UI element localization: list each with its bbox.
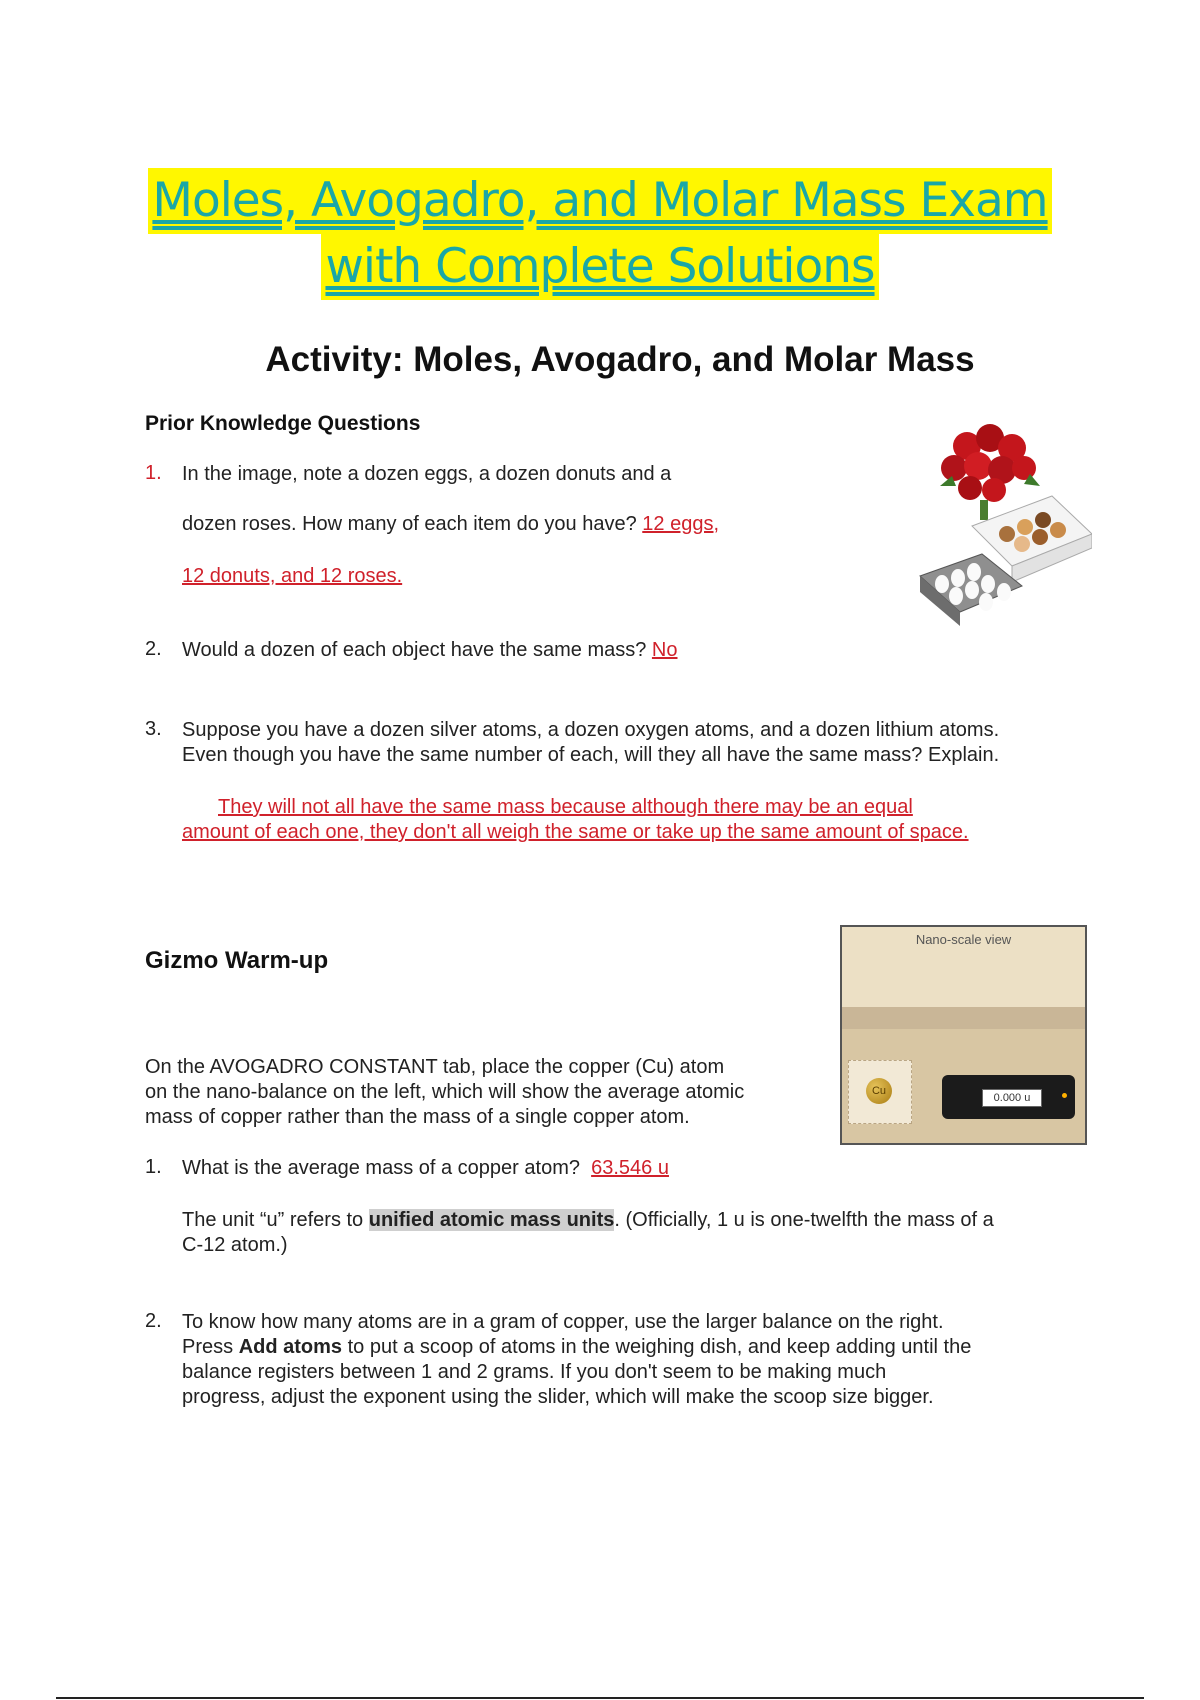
unit-note-suffix: . (Officially, 1 u is one-twelfth the mass of a [614, 1209, 994, 1231]
question-1-line-1: In the image, note a dozen eggs, a dozen donuts and a [182, 463, 672, 485]
question-1-line-2 [182, 512, 719, 537]
question-1-answer-part-2: 12 donuts, and 12 roses. [182, 565, 403, 587]
roses-donuts-eggs-image [912, 416, 1092, 641]
question-3-answer-line-2: amount of each one, they don't all weigh the same or take up the same amount of space. [182, 821, 969, 843]
footer-divider [56, 1697, 1144, 1699]
gizmo-intro-line-2: on the nano-balance on the left, which will show the average atomic [145, 1081, 745, 1103]
question-3-answer [182, 795, 1067, 845]
balance-indicator-icon [1062, 1093, 1067, 1098]
question-1-line-3 [182, 564, 402, 589]
q2-line2-suffix: to put a scoop of atoms in the weighing dish, and keep adding until the [342, 1336, 972, 1358]
gizmo-unit-note-line-1 [182, 1208, 994, 1233]
nano-panel-shelf [842, 1007, 1085, 1029]
question-2-prompt: Would a dozen of each object have the same mass? [182, 639, 647, 661]
gizmo-question-2-line-3: balance registers between 1 and 2 grams. If you don't seem to be making much [182, 1361, 887, 1383]
gizmo-warmup-heading: Gizmo Warm-up [145, 947, 329, 974]
question-3-line-1: Suppose you have a dozen silver atoms, a dozen oxygen atoms, and a dozen lithium atoms. [182, 719, 1000, 741]
question-2-number: 2. [145, 638, 162, 660]
egg-carton-icon [920, 554, 1022, 626]
gizmo-question-1-number: 1. [145, 1156, 162, 1178]
balance-readout: 0.000 u [982, 1089, 1042, 1107]
title-line-1: Moles, Avogadro, and Molar Mass Exam [148, 168, 1051, 234]
question-3-line-2: Even though you have the same number of each, will they all have the same mass? Explain. [182, 744, 1000, 766]
gizmo-question-1-answer: 63.546 u [591, 1157, 669, 1179]
gizmo-question-1-prompt: What is the average mass of a copper atom? [182, 1157, 580, 1179]
gizmo-question-2-line-2 [182, 1335, 971, 1360]
copper-atom-icon[interactable]: Cu [866, 1078, 892, 1104]
nano-scale-view-panel [840, 925, 1087, 1145]
gizmo-question-2-line-1: To know how many atoms are in a gram of copper, use the larger balance on the right. [182, 1311, 944, 1333]
gizmo-intro-line-1: On the AVOGADRO CONSTANT tab, place the copper (Cu) atom [145, 1056, 725, 1078]
document-title [0, 168, 1200, 300]
question-1-number: 1. [145, 462, 162, 484]
question-2-line [182, 638, 678, 663]
question-3-answer-line-1: They will not all have the same mass because although there may be an equal [218, 796, 913, 818]
title-line-2: with Complete Solutions [321, 234, 878, 300]
question-3-number: 3. [145, 718, 162, 740]
question-1-prompt: dozen roses. How many of each item do you have? [182, 513, 637, 535]
gizmo-question-1-line [182, 1156, 669, 1181]
add-atoms-label: Add atoms [238, 1336, 343, 1358]
question-2-answer: No [651, 639, 678, 661]
gizmo-unit-note-line-2: C-12 atom.) [182, 1234, 288, 1256]
q2-line2-prefix: Press [182, 1336, 239, 1358]
gizmo-question-2-line-4: progress, adjust the exponent using the slider, which will make the scoop size bigger. [182, 1386, 934, 1408]
activity-subtitle: Activity: Moles, Avogadro, and Molar Mass [265, 340, 975, 379]
question-1-answer-part-1: 12 eggs, [642, 513, 719, 535]
nano-scale-view-label: Nano-scale view [915, 932, 1012, 947]
gizmo-question-2-number: 2. [145, 1310, 162, 1332]
unit-note-bold: unified atomic mass units [368, 1209, 615, 1231]
prior-knowledge-heading: Prior Knowledge Questions [145, 412, 421, 435]
gizmo-intro-line-3: mass of copper rather than the mass of a single copper atom. [145, 1106, 690, 1128]
unit-note-prefix: The unit “u” refers to [182, 1209, 369, 1231]
nano-balance-right[interactable] [942, 1075, 1075, 1119]
